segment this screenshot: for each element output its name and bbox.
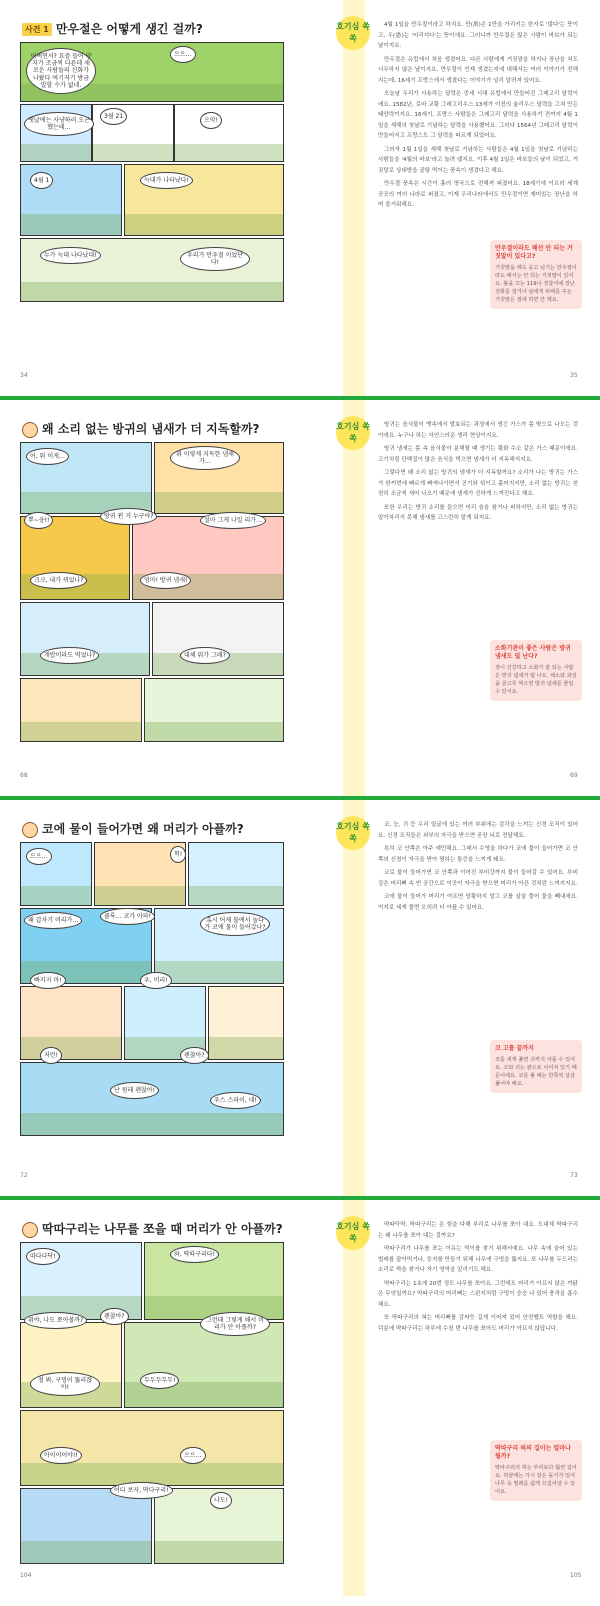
- speech-bubble: 방귀 뀐 거 누구야?: [100, 508, 157, 525]
- curiosity-tag: 호기심 쏙쏙: [336, 416, 370, 450]
- page-number-right: 69: [570, 772, 578, 779]
- note-text: 딱따구리의 혀는 부리보다 훨씬 길어요. 혀끝에는 가시 같은 돌기가 있어 나무 속 벌레를 쉽게 끄집어낼 수 있어요.: [495, 1465, 577, 1495]
- article-body: [378, 820, 578, 916]
- panel-ground: [189, 886, 283, 905]
- comic-panel: [20, 1488, 152, 1564]
- comic-panel: [20, 986, 122, 1060]
- speech-bubble: 으으…: [170, 46, 196, 63]
- speech-bubble: 어디 보자, 딱다구리!: [110, 1482, 173, 1499]
- side-strip: [343, 0, 365, 396]
- panel-ground: [21, 1541, 151, 1563]
- speech-bubble: 뭐 이렇게 지독한 냄새가…: [170, 446, 240, 470]
- speech-bubble: 뿌~웅!!: [24, 512, 53, 529]
- panel-ground: [21, 1037, 121, 1059]
- note-text: 코를 세게 풀면 귀까지 아플 수 있어요. 코와 귀는 관으로 이어져 있기 때문이에요. 코를 풀 때는 한쪽씩 살살 풀어야 해요.: [495, 1057, 577, 1087]
- page-title: [22, 20, 203, 37]
- speech-bubble: 개밥이라도 먹었나?: [40, 647, 99, 664]
- speech-bubble: 누가 늑대 나타났대!: [40, 247, 101, 264]
- speech-bubble: 어쩌면서? 요즘 들어 양지가 조금씩 다른데 새로운 사람들의 신화가 나왔다 여기저기 방금 말할 수가 없네.: [26, 48, 96, 94]
- speech-bubble: 아이이이야!!: [40, 1447, 82, 1464]
- curiosity-tag: 호기심 쏙쏙: [336, 1216, 370, 1250]
- speech-bubble: 우리가 만우절 이었단다!: [180, 247, 250, 271]
- right-page: [300, 0, 600, 396]
- article-body: [378, 20, 578, 214]
- speech-bubble: 으으…: [26, 848, 52, 865]
- speech-bubble: 쿨룩… 코가 아파!: [100, 908, 155, 925]
- note-text: 장이 건강하고 소화가 잘 되는 사람은 방귀 냄새가 덜 나요. 채소와 과일을 골고루 먹으면 방귀 냄새를 줄일 수 있어요.: [495, 665, 577, 695]
- speech-bubble: 옛날에는 사냥하러 오곤 했는데…: [24, 112, 94, 136]
- episode-badge: 사건 1: [22, 23, 52, 36]
- boy-avatar-icon: [22, 822, 38, 838]
- panel-ground: [155, 1541, 283, 1563]
- spread-1: [0, 0, 600, 396]
- comic-panel: [174, 104, 284, 162]
- spread-2: [0, 400, 600, 796]
- article-body: [378, 1220, 578, 1337]
- page-number-right: 35: [570, 372, 578, 379]
- info-note: [490, 1040, 582, 1093]
- boy-avatar-icon: [22, 1222, 38, 1238]
- curiosity-tag: 호기심 쏙쏙: [336, 816, 370, 850]
- comic-panel: [152, 602, 284, 676]
- page-title: [22, 420, 260, 438]
- speech-bubble: 저런!: [40, 1047, 62, 1064]
- note-title: 코 고를 끝까지: [495, 1045, 534, 1052]
- note-title: 딱따구리 혀의 길이는 얼마나 될까?: [495, 1445, 571, 1460]
- paragraph: 만우절은 유럽에서 처음 생겼어요. 다른 사람에게 거짓말을 하거나 장난을 쳐도 너무하지 않은 날이지요. 만우절이 언제 생겼는지에 대해서는 여러 이야기가 전해지는데, 16세기 프랑스에서 생겼다는 이야기가 널리 알려져 있어요.: [378, 56, 578, 84]
- panel-ground: [93, 144, 173, 161]
- comic-panel: [20, 602, 150, 676]
- speech-bubble: 왜 갑자기 머리가…: [24, 912, 82, 929]
- page-number-left: 104: [20, 1572, 32, 1579]
- left-page: [0, 1200, 300, 1596]
- speech-bubble: 설마 그게 나일 리가…: [200, 512, 266, 529]
- title-prefix: 왜: [42, 422, 58, 436]
- panel-ground: [21, 214, 121, 235]
- paragraph: 그러자 1월 1일을 새해 첫날로 기념하는 사람들은 4월 1일을 첫날로 기념하는 사람들을 '4월의 바보'라고 놀려 댔지요. 이후 4월 1일은 바보들의 날이 되었고, 거짓말로 상대방을 골탕 먹이는 풍속이 생겼다고 해요.: [378, 146, 578, 174]
- panel-ground: [21, 282, 283, 301]
- speech-bubble: 엄마! 방귀 냄새!: [140, 572, 191, 589]
- speech-bubble: 점 봐, 구멍이 뚫리잖아!: [30, 1372, 100, 1396]
- speech-bubble: 난 원래 괜찮아!: [110, 1082, 159, 1099]
- speech-bubble: 3월 21: [100, 108, 127, 125]
- article-body: [378, 420, 578, 527]
- panel-ground: [21, 886, 91, 905]
- info-note: [490, 640, 582, 701]
- side-strip: [343, 800, 365, 1196]
- page-title: [22, 1220, 283, 1238]
- panel-ground: [145, 722, 283, 741]
- left-page: [0, 800, 300, 1196]
- note-text: 거짓말을 해도 웃고 넘기는 만우절이라도 해서는 안 되는 거짓말이 있어요. 불을 끄는 119나 경찰서에 장난 전화를 걸거나 남에게 피해를 주는 거짓말은 절대 하면 안 돼요.: [495, 265, 577, 303]
- speech-bubble: 대체 뭐가 그래?: [180, 647, 230, 664]
- title-text: 딱따구리는 나무를 쪼을 때 머리가 안 아플까?: [42, 1222, 283, 1236]
- side-strip: [343, 1200, 365, 1596]
- page-number-right: 73: [570, 1172, 578, 1179]
- left-page: [0, 400, 300, 796]
- page-number-left: 34: [20, 372, 28, 379]
- panel-ground: [95, 886, 185, 905]
- comic-panel: [188, 842, 284, 906]
- comic-panel: [20, 678, 142, 742]
- info-note: [490, 240, 582, 309]
- right-page: [300, 1200, 600, 1596]
- panel-ground: [21, 1113, 283, 1135]
- speech-bubble: 늑대가 나타났다!: [140, 172, 193, 189]
- paragraph: 또한 우리는 방귀 소리를 들으면 미리 숨을 참거나 피하지만, 소리 없는 방귀는 알아차리지 못해 냄새를 고스란히 맡게 되지요.: [378, 504, 578, 521]
- speech-bubble: 와, 딱따구리다!: [170, 1246, 219, 1263]
- speech-bubble: 그런데 그렇게 해서 머리가 안 아플까?: [200, 1312, 270, 1336]
- spread-3: [0, 800, 600, 1196]
- paragraph: 딱따닥딱. 딱따구리는 온 힘을 다해 부리로 나무를 쪼아 대요. 도대체 딱따구리는 왜 나무를 쪼아 대는 걸까요?: [378, 1222, 578, 1239]
- comic-panel: [144, 678, 284, 742]
- panel-ground: [155, 961, 283, 983]
- info-note: [490, 1440, 582, 1501]
- speech-bubble: 혹시 어제 물에서 놀다가 코에 물이 들어갔나?: [200, 912, 270, 936]
- paragraph: 또 딱따구리의 혀는 머리뼈를 감싸듯 길게 이어져 있어 안전벨트 역할을 해요. 덕분에 딱따구리는 하루에 수천 번 나무를 쪼아도 머리가 아프지 않답니다.: [378, 1315, 578, 1332]
- speech-bubble: 으으…: [180, 1447, 206, 1464]
- panel-ground: [209, 1037, 283, 1059]
- paragraph: 특히 코 안쪽은 아주 예민해요. 그래서 수영을 하다가 코에 물이 들어가면 코 안쪽의 신경이 자극을 받아 찡하는 통증을 느끼게 돼요.: [378, 846, 578, 863]
- speech-bubble: 우스 스파이, 네!: [210, 1092, 261, 1109]
- title-text: 코에 물이 들어가면 왜 머리가 아플까?: [42, 822, 244, 836]
- page-number-right: 105: [570, 1572, 582, 1579]
- speech-bubble: 빠지지 마!: [30, 972, 66, 989]
- panel-ground: [125, 214, 283, 235]
- paragraph: 코, 눈, 귀 등 우리 얼굴에 있는 여러 부위에는 감각을 느끼는 신경 조직이 있어요. 신경 조직들은 외부의 자극을 받으면 곧장 뇌로 전달해요.: [378, 822, 578, 839]
- right-page: [300, 400, 600, 796]
- panel-ground: [21, 144, 91, 161]
- panel-ground: [155, 492, 283, 513]
- speech-bubble: 따다다닥!: [26, 1248, 60, 1265]
- paragraph: 4월 1일을 만우절이라고 하지요. 만(萬)은 1만을 가리키는 한자로 '많다'는 뜻이고, 우(愚)는 '어리석다'는 뜻이에요. 그러니까 만우절은 많은 사람이 바보가 되는 날이지요.: [378, 22, 578, 49]
- paragraph: 만우절 풍속은 시간이 흘러 영국으로 전해져 퍼졌어요. 18세기에 이르러 세계 곳곳의 여러 나라로 퍼졌고, 이제 우리나라에서도 만우절이면 재미있는 장난을 하며 즐거워해요.: [378, 181, 578, 208]
- paragraph: 방귀는 음식물이 뱃속에서 발효되는 과정에서 생긴 가스가 몸 밖으로 나오는 것이에요. 누구나 하는 자연스러운 생리 현상이지요.: [378, 422, 578, 439]
- speech-bubble: 괜찮아?: [180, 1047, 209, 1064]
- page-title: [22, 820, 244, 838]
- curiosity-tag: 호기심 쏙쏙: [336, 16, 370, 50]
- page-number-left: 68: [20, 772, 28, 779]
- speech-bubble: 우, 머리!: [140, 972, 172, 989]
- page-number-left: 72: [20, 1172, 28, 1179]
- speech-bubble: 헉!: [170, 846, 186, 863]
- paragraph: 오늘날 우리가 사용하는 달력은 중세 시대 유럽에서 만들어진 그레고리 달력이에요. 1582년, 로마 교황 그레고리우스 13세가 이전의 율리우스 달력을 고쳐 만든 태양력이지요. 16세기, 프랑스 사람들은 그레고리 달력을 사용하기 전까지 4월 1일을 새해의 첫날로 기념하는 달력을 사용했어요. 그러다 1564년 그레고리 달력이 만들어지고 프랑스도 그 달력을 따르게 되었어요.: [378, 91, 578, 139]
- title-text: 만우절은 어떻게 생긴 걸까?: [55, 22, 203, 36]
- comic-panel: [124, 1322, 284, 1408]
- paragraph: 코로 물이 들어가면 코 안쪽과 이어진 부비강까지 물이 들어갈 수 있어요. 부비강은 머리뼈 속 빈 공간으로 이곳이 자극을 받으면 머리가 아픈 것처럼 느껴지지요.: [378, 870, 578, 887]
- paragraph: 딱따구리가 나무를 쪼는 이유는 먹이를 찾기 위해서예요. 나무 속에 숨어 있는 벌레를 잡아먹거나, 둥지를 만들기 위해 나무에 구멍을 뚫지요. 또 나무를 두드리는 소리로 짝을 찾거나 자기 영역을 알리기도 해요.: [378, 1246, 578, 1273]
- speech-bubble: 4월 1: [30, 172, 53, 189]
- boy-avatar-icon: [22, 422, 38, 438]
- speech-bubble: 괜찮아?: [100, 1308, 129, 1325]
- title-text: 소리 없는 방귀의 냄새가 더 지독할까?: [57, 422, 260, 436]
- speech-bubble: 두두두두두!: [140, 1372, 179, 1389]
- paragraph: 그렇다면 왜 소리 없는 방귀의 냄새가 더 지독할까요? 소리가 나는 방귀는 가스가 한꺼번에 빠르게 빠져나가면서 공기와 섞이고 흩어지지만, 소리 없는 방귀는 천천히 조금씩 새어 나오기 때문에 냄새가 진하게 느껴진다고 해요.: [378, 470, 578, 497]
- speech-bubble: 크크, 내가 뀌었나?: [30, 572, 87, 589]
- right-page: [300, 800, 600, 1196]
- speech-bubble: 으악!: [200, 112, 222, 129]
- paragraph: 방귀 냄새는 몸 속 음식물이 분해될 때 생기는 황화 수소 같은 가스 때문이에요. 고기처럼 단백질이 많은 음식을 먹으면 냄새가 더 지독해지지요.: [378, 446, 578, 463]
- speech-bubble: 나도!: [210, 1492, 232, 1509]
- speech-bubble: 어, 뭐 이게…: [26, 448, 69, 465]
- left-page: [0, 0, 300, 396]
- note-title: 만우절이라도 해선 안 되는 거짓말이 있다고?: [495, 245, 573, 260]
- note-title: 소화기관이 좋은 사람은 방귀 냄새도 덜 난다?: [495, 645, 571, 660]
- paragraph: 코에 물이 들어가 머리가 아프면 당황하지 말고 코를 살살 풀어 물을 빼내세요. 억지로 세게 풀면 오히려 더 아플 수 있어요.: [378, 894, 578, 911]
- paragraph: 딱따구리는 1초에 20번 정도 나무를 쪼아요. 그런데도 머리가 아프지 않은 까닭은 무엇일까요? 딱따구리의 머리뼈는 스펀지처럼 구멍이 숭숭 나 있어 충격을 흡수해요.: [378, 1280, 578, 1308]
- panel-ground: [21, 722, 141, 741]
- spread-4: [0, 1200, 600, 1596]
- side-strip: [343, 400, 365, 796]
- comic-panel: [208, 986, 284, 1060]
- speech-bubble: 뭐야, 나도 쪼아볼까?: [24, 1312, 87, 1329]
- panel-ground: [175, 144, 283, 161]
